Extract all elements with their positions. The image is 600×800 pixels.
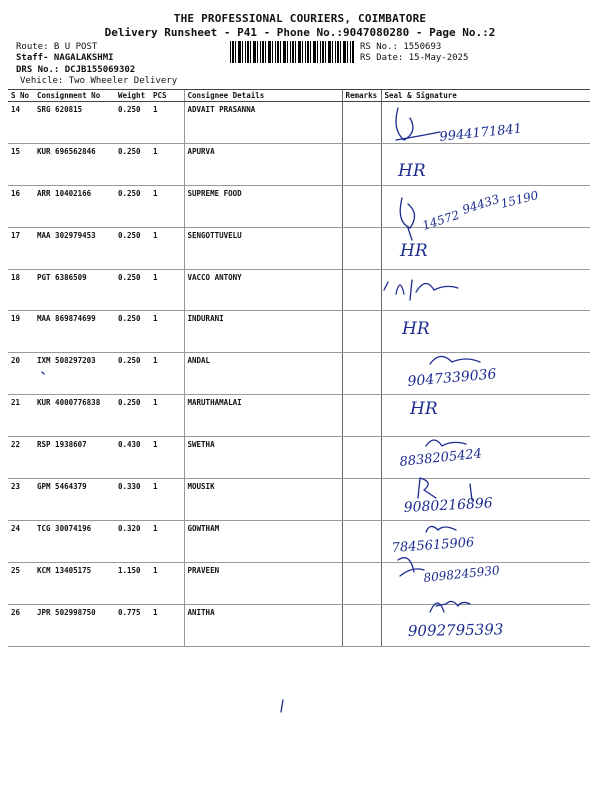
vehicle-label: Vehicle: Two Wheeler Delivery <box>20 76 178 86</box>
cell-remarks <box>342 479 381 521</box>
rs-date: RS Date: 15-May-2025 <box>360 53 469 63</box>
cell-pcs: 1 <box>150 604 184 646</box>
barcode-image <box>230 41 354 63</box>
cell-pcs: 1 <box>150 269 184 311</box>
cell-seal-signature <box>381 102 590 144</box>
table-row <box>8 185 590 227</box>
cell-pcs: 1 <box>150 311 184 353</box>
cell-remarks <box>342 143 381 185</box>
cell-consignment: SRG 620815 <box>34 102 115 144</box>
table-row <box>8 437 590 479</box>
col-pcs-header: PCS <box>150 90 184 102</box>
cell-sno: 14 <box>8 102 34 144</box>
cell-consignee: INDURANI <box>184 311 342 353</box>
cell-sno: 15 <box>8 143 34 185</box>
table-row <box>8 479 590 521</box>
signature-number: 9047339036 <box>406 366 498 390</box>
cell-consignment: RSP 1938607 <box>34 437 115 479</box>
cell-sno: 21 <box>8 395 34 437</box>
cell-pcs: 1 <box>150 437 184 479</box>
signature-number: 8098245930 <box>422 563 501 585</box>
cell-seal-signature <box>381 395 590 437</box>
cell-pcs: 1 <box>150 185 184 227</box>
cell-pcs: 1 <box>150 143 184 185</box>
table-row <box>8 604 590 646</box>
cell-consignee: PRAVEEN <box>184 562 342 604</box>
cell-seal-signature <box>381 479 590 521</box>
cell-consignee: MARUTHAMALAI <box>184 395 342 437</box>
cell-sno: 19 <box>8 311 34 353</box>
cell-pcs: 1 <box>150 353 184 395</box>
table-row <box>8 102 590 144</box>
cell-consignment: TCG 30074196 <box>34 520 115 562</box>
cell-remarks <box>342 227 381 269</box>
signature-initials: HR <box>400 241 428 261</box>
table-row <box>8 562 590 604</box>
drs-label: DRS No.: DCJB155069302 <box>16 65 136 75</box>
cell-sno: 22 <box>8 437 34 479</box>
cell-consignee: SWETHA <box>184 437 342 479</box>
cell-weight: 0.250 <box>115 353 150 395</box>
runsheet-title: Delivery Runsheet - P41 - Phone No.:9047080280 - Page No.:2 <box>104 26 496 39</box>
cell-remarks <box>342 437 381 479</box>
cell-consignee: VACCO ANTONY <box>184 269 342 311</box>
cell-remarks <box>342 520 381 562</box>
cell-remarks <box>342 604 381 646</box>
cell-sno: 25 <box>8 562 34 604</box>
cell-sno: 23 <box>8 479 34 521</box>
col-sno-header: S No <box>8 90 34 102</box>
cell-consignment: KCM 13405175 <box>34 562 115 604</box>
cell-consignment: PGT 6386509 <box>34 269 115 311</box>
table-row <box>8 269 590 311</box>
table-row <box>8 395 590 437</box>
cell-remarks <box>342 269 381 311</box>
cell-weight: 1.150 <box>115 562 150 604</box>
col-consignment-header: Consignment No <box>34 90 115 102</box>
table-row <box>8 143 590 185</box>
cell-sno: 17 <box>8 227 34 269</box>
cell-weight: 0.250 <box>115 185 150 227</box>
cell-sno: 16 <box>8 185 34 227</box>
cell-sno: 26 <box>8 604 34 646</box>
cell-weight: 0.250 <box>115 102 150 144</box>
table-row <box>8 353 590 395</box>
cell-remarks <box>342 102 381 144</box>
cell-consignee: ADVAIT PRASANNA <box>184 102 342 144</box>
cell-remarks <box>342 395 381 437</box>
cell-consignee: GOWTHAM <box>184 520 342 562</box>
cell-seal-signature <box>381 353 590 395</box>
col-remarks-header: Remarks <box>342 90 381 102</box>
cell-consignment: KUR 696562846 <box>34 143 115 185</box>
cell-pcs: 1 <box>150 479 184 521</box>
cell-weight: 0.430 <box>115 437 150 479</box>
cell-sno: 20 <box>8 353 34 395</box>
cell-remarks <box>342 185 381 227</box>
cell-consignment: JPR 502998750 <box>34 604 115 646</box>
stray-mark <box>281 700 283 712</box>
cell-consignee: ANDAL <box>184 353 342 395</box>
cell-consignee: MOUSIK <box>184 479 342 521</box>
col-consignee-header: Consignee Details <box>184 90 342 102</box>
cell-seal-signature <box>381 562 590 604</box>
cell-seal-signature <box>381 437 590 479</box>
cell-pcs: 1 <box>150 562 184 604</box>
signature-initials: HR <box>398 161 426 181</box>
signature-number: 8838205424 <box>398 446 483 470</box>
cell-weight: 0.330 <box>115 479 150 521</box>
company-title: THE PROFESSIONAL COURIERS, COIMBATORE <box>173 12 427 25</box>
cell-remarks <box>342 562 381 604</box>
cell-consignment: ARR 10402166 <box>34 185 115 227</box>
cell-weight: 0.250 <box>115 395 150 437</box>
cell-consignment: GPM 5464379 <box>34 479 115 521</box>
signature-number: 7845615906 <box>391 535 475 556</box>
table-header-row <box>8 90 590 102</box>
staff-label: Staff- NAGALAKSHMI <box>16 53 114 63</box>
col-weight-header: Weight <box>115 90 150 102</box>
cell-pcs: 1 <box>150 395 184 437</box>
cell-weight: 0.320 <box>115 520 150 562</box>
cell-sno: 24 <box>8 520 34 562</box>
cell-consignment: KUR 4000776838 <box>34 395 115 437</box>
cell-seal-signature <box>381 311 590 353</box>
cell-seal-signature <box>381 185 590 227</box>
cell-consignment: MAA 302979453 <box>34 227 115 269</box>
cell-seal-signature <box>381 227 590 269</box>
route-label: Route: B U POST <box>16 42 98 52</box>
cell-consignee: ANITHA <box>184 604 342 646</box>
signature-initials: HR <box>410 399 438 419</box>
table-row <box>8 227 590 269</box>
signature-initials: HR <box>402 319 430 339</box>
signature-number: 9080216896 <box>403 495 494 516</box>
signature-number: 15190 <box>499 188 540 211</box>
cell-consignee: SENGOTTUVELU <box>184 227 342 269</box>
cell-weight: 0.250 <box>115 269 150 311</box>
cell-seal-signature <box>381 604 590 646</box>
cell-remarks <box>342 311 381 353</box>
cell-pcs: 1 <box>150 520 184 562</box>
table-row <box>8 311 590 353</box>
signature-number: 9944171841 <box>438 121 523 145</box>
cell-seal-signature <box>381 143 590 185</box>
signature-number: 9092795393 <box>407 620 504 640</box>
rs-number: RS No.: 1550693 <box>360 42 442 52</box>
delivery-table <box>8 89 590 647</box>
cell-consignee: APURVA <box>184 143 342 185</box>
cell-weight: 0.250 <box>115 143 150 185</box>
col-seal-header: Seal & Signature <box>381 90 590 102</box>
cell-consignee: SUPREME FOOD <box>184 185 342 227</box>
cell-weight: 0.775 <box>115 604 150 646</box>
cell-pcs: 1 <box>150 102 184 144</box>
cell-pcs: 1 <box>150 227 184 269</box>
cell-seal-signature <box>381 269 590 311</box>
cell-weight: 0.250 <box>115 311 150 353</box>
cell-weight: 0.250 <box>115 227 150 269</box>
cell-remarks <box>342 353 381 395</box>
signature-number: 94433 <box>460 191 502 217</box>
cell-seal-signature <box>381 520 590 562</box>
cell-consignment: IXM 508297203 <box>34 353 115 395</box>
cell-consignment: MAA 869874699 <box>34 311 115 353</box>
cell-sno: 18 <box>8 269 34 311</box>
signature-number: 14572 <box>420 207 462 233</box>
table-row <box>8 520 590 562</box>
